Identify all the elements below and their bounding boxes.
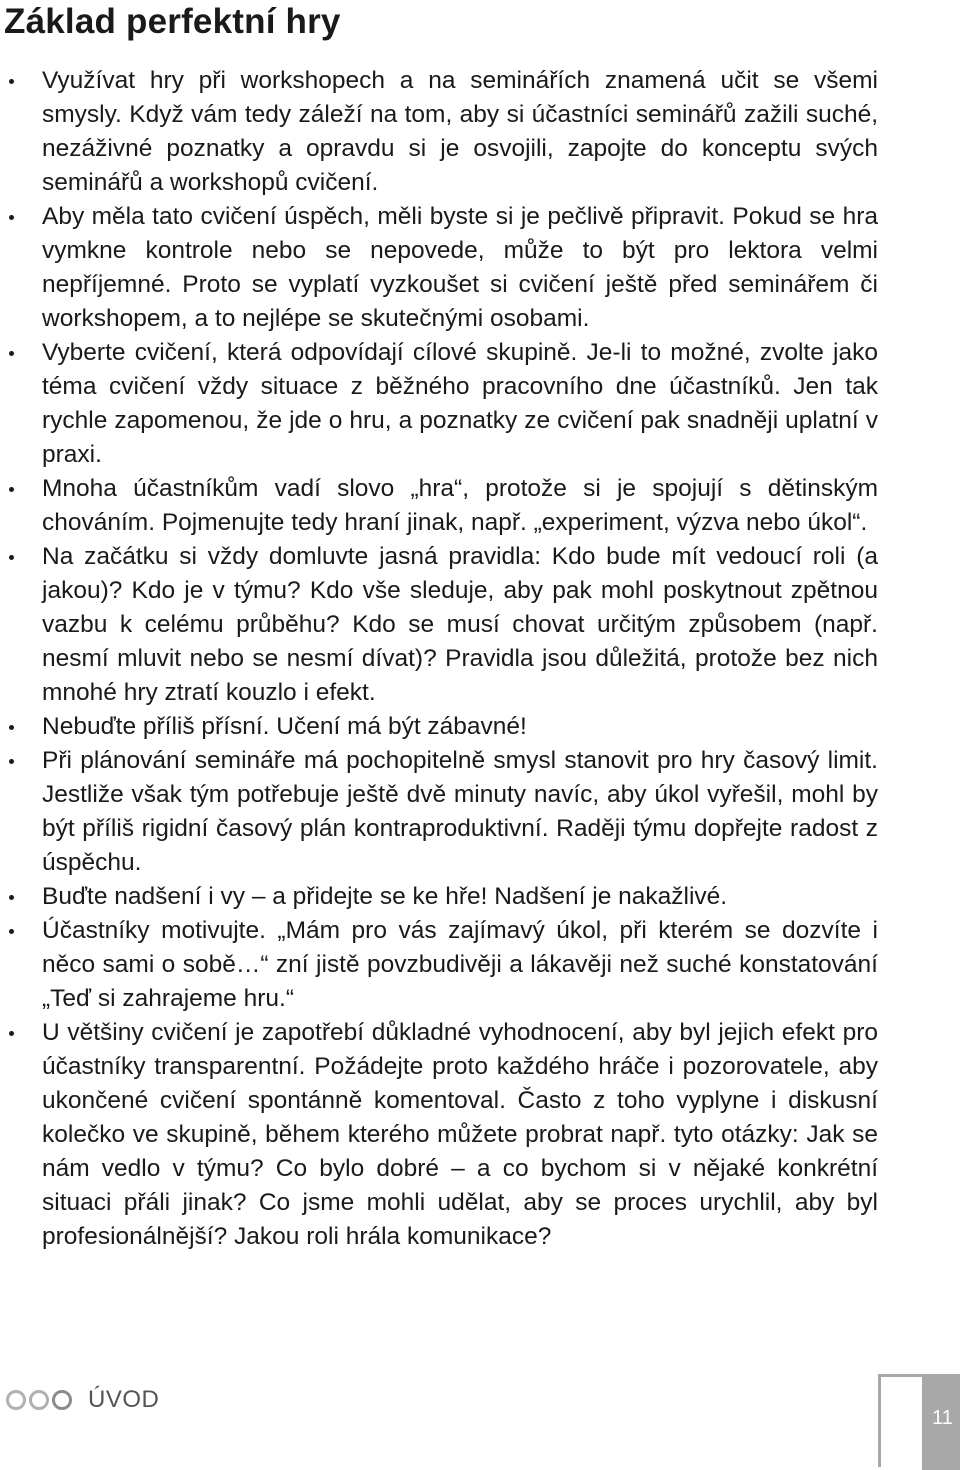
list-item [0,880,878,914]
list-item-text: Při plánování semináře má pochopitelně smysl stanovit pro hry časový limit. Jestliže však tým potřebuje ještě dvě minuty navíc, aby úkol vyřešil, mohl by být příliš rigidní časový plán kontraproduktivní. Raději týmu dopřejte radost z úspěchu. [42,747,878,876]
list-item [0,744,878,880]
list-item [0,336,878,472]
bullet-dot [9,487,14,492]
page-number-box [878,1374,960,1467]
bullet-dot [9,555,14,560]
page-footer [0,1374,960,1467]
bullet-dot [9,929,14,934]
circle-icon [6,1390,26,1410]
bullet-dot [9,79,14,84]
list-item-text: Aby měla tato cvičení úspěch, měli byste si je pečlivě připravit. Pokud se hra vymkne kontrole nebo se nepovede, může to být pro lektora velmi nepříjemné. Proto se vyplatí vyzkoušet si cvičení ještě před seminářem či workshopem, a to nejlépe se skutečnými osobami. [42,203,878,332]
list-item-text: Účastníky motivujte. „Mám pro vás zajímavý úkol, při kterém se dozvíte i něco sami o sobě…“ zní jistě povzbudivěji a lákavěji než suché konstatování „Teď si zahrajeme hru.“ [42,917,878,1012]
list-item-text: Mnoha účastníkům vadí slovo „hra“, protože si je spojují s dětinským chováním. Pojmenujte tedy hraní jinak, např. „experiment, výzva nebo úkol“. [42,475,878,536]
list-item [0,914,878,1016]
bullet-dot [9,1031,14,1036]
bullet-dot [9,215,14,220]
list-item [0,710,878,744]
bullet-list [0,64,960,1254]
list-item [0,472,878,540]
list-item-text: Využívat hry při workshopech a na seminářích znamená učit se všemi smysly. Když vám tedy záleží na tom, aby si účastníci seminářů zažili suché, nezáživné poznatky a opravdu si je osvojili, zapojte do konceptu svých seminářů a workshopů cvičení. [42,67,878,196]
bullet-dot [9,351,14,356]
list-item [0,1016,878,1254]
page-number-tab [922,1377,960,1470]
list-item-text: Nebuďte příliš přísní. Učení má být zábavné! [42,713,527,740]
page-title: Základ perfektní hry [4,2,341,41]
list-item-text: Na začátku si vždy domluvte jasná pravidla: Kdo bude mít vedoucí roli (a jakou)? Kdo je v týmu? Kdo vše sleduje, aby pak mohl poskytnout zpětnou vazbu k celému průběhu? Kdo se musí chovat určitým způsobem (např. nesmí mluvit nebo se nesmí dívat)? Pravidla jsou důležitá, protože bez nich mnohé hry ztratí kouzlo i efekt. [42,543,878,706]
circle-icon [52,1390,72,1410]
list-item-text: Buďte nadšení i vy – a přidejte se ke hře! Nadšení je nakažlivé. [42,883,728,910]
bullet-dot [9,895,14,900]
list-item [0,64,878,200]
list-item-text: Vyberte cvičení, která odpovídají cílové skupině. Je-li to možné, zvolte jako téma cvičení vždy situace z běžného pracovního dne účastníků. Jen tak rychle zapomenou, že jde o hru, a poznatky ze cvičení pak snadněji uplatní v praxi. [42,339,878,468]
bullet-dot [9,725,14,730]
list-item [0,540,878,710]
circle-icon [29,1390,49,1410]
list-item-text: U většiny cvičení je zapotřebí důkladné vyhodnocení, aby byl jejich efekt pro účastníky transparentní. Požádejte proto každého hráče i pozorovatele, aby ukončené cvičení spontánně komentoval. Často z toho vyplyne i diskusní kolečko ve skupině, během kterého můžete probrat např. tyto otázky: Jak se nám vedlo v týmu? Co bylo dobré – a co bychom si v nějaké konkrétní situaci přáli jinak? Co jsme mohli udělat, aby se proces urychlil, aby byl profesionálnější? Jakou roli hrála komunikace? [42,1019,878,1250]
section-circles [6,1390,72,1410]
list-item [0,200,878,336]
section-label: ÚVOD [88,1386,160,1413]
page-number: 11 [932,1407,953,1429]
bullet-dot [9,759,14,764]
